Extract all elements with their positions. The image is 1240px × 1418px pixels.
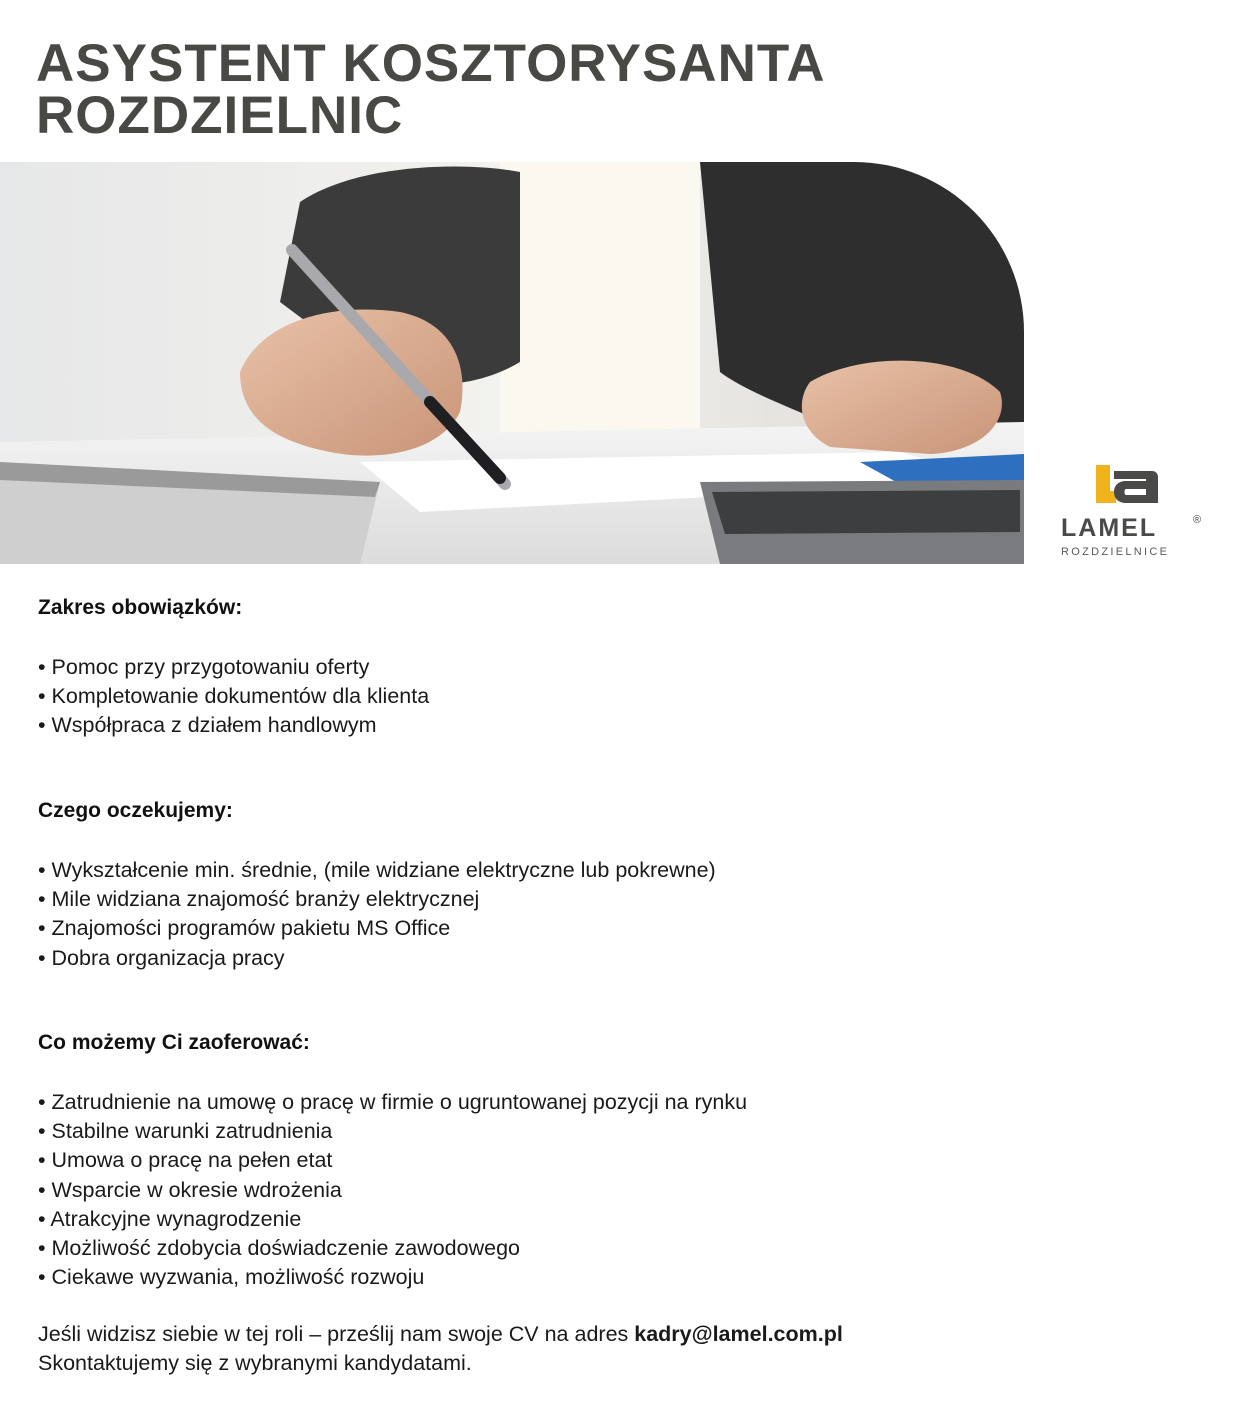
list-item: • Mile widziana znajomość branży elektrycznej [38, 885, 716, 914]
section-offer [38, 1030, 747, 1292]
list-item: • Współpraca z działem handlowym [38, 711, 429, 740]
list-item: • Wykształcenie min. średnie, (mile widziane elektryczne lub pokrewne) [38, 856, 716, 885]
contact-line-1 [38, 1320, 843, 1349]
list-item: • Znajomości programów pakietu MS Office [38, 914, 716, 943]
list-item: • Umowa o pracę na pełen etat [38, 1146, 747, 1175]
list-item: • Dobra organizacja pracy [38, 944, 716, 973]
bullet-list [38, 1088, 747, 1292]
bullet-list [38, 653, 429, 741]
list-item: • Stabilne warunki zatrudnienia [38, 1117, 747, 1146]
contact-info [38, 1320, 843, 1378]
section-responsibilities [38, 595, 429, 741]
list-item: • Atrakcyjne wynagrodzenie [38, 1205, 747, 1234]
job-title [36, 34, 826, 145]
job-title-line-2: ROZDZIELNIC [36, 86, 404, 145]
list-item: • Ciekawe wyzwania, możliwość rozwoju [38, 1263, 747, 1292]
section-heading: Czego oczekujemy: [38, 799, 233, 822]
hero-photo [0, 162, 1024, 564]
contact-text: Jeśli widzisz siebie w tej roli – prześlij nam swoje CV na adres [38, 1322, 635, 1346]
contact-email[interactable]: kadry@lamel.com.pl [634, 1322, 843, 1346]
logo-wordmark: LAMEL [1061, 514, 1158, 542]
section-requirements [38, 798, 716, 973]
list-item: • Wsparcie w okresie wdrożenia [38, 1176, 747, 1205]
job-title-line-1: ASYSTENT KOSZTORYSANTA [36, 34, 826, 93]
logo-subtitle: ROZDZIELNICE [1061, 546, 1170, 558]
section-heading: Zakres obowiązków: [38, 596, 243, 619]
list-item: • Pomoc przy przygotowaniu oferty [38, 653, 429, 682]
logo-registered-mark: ® [1193, 514, 1202, 526]
list-item: • Kompletowanie dokumentów dla klienta [38, 682, 429, 711]
lamel-logo-icon [1096, 465, 1158, 503]
lamel-logo [1058, 462, 1208, 562]
contact-line-2: Skontaktujemy się z wybranymi kandydatami. [38, 1351, 472, 1375]
section-heading: Co możemy Ci zaoferować: [38, 1031, 310, 1054]
list-item: • Zatrudnienie na umowę o pracę w firmie o ugruntowanej pozycji na rynku [38, 1088, 747, 1117]
bullet-list [38, 856, 716, 973]
list-item: • Możliwość zdobycia doświadczenie zawodowego [38, 1234, 747, 1263]
